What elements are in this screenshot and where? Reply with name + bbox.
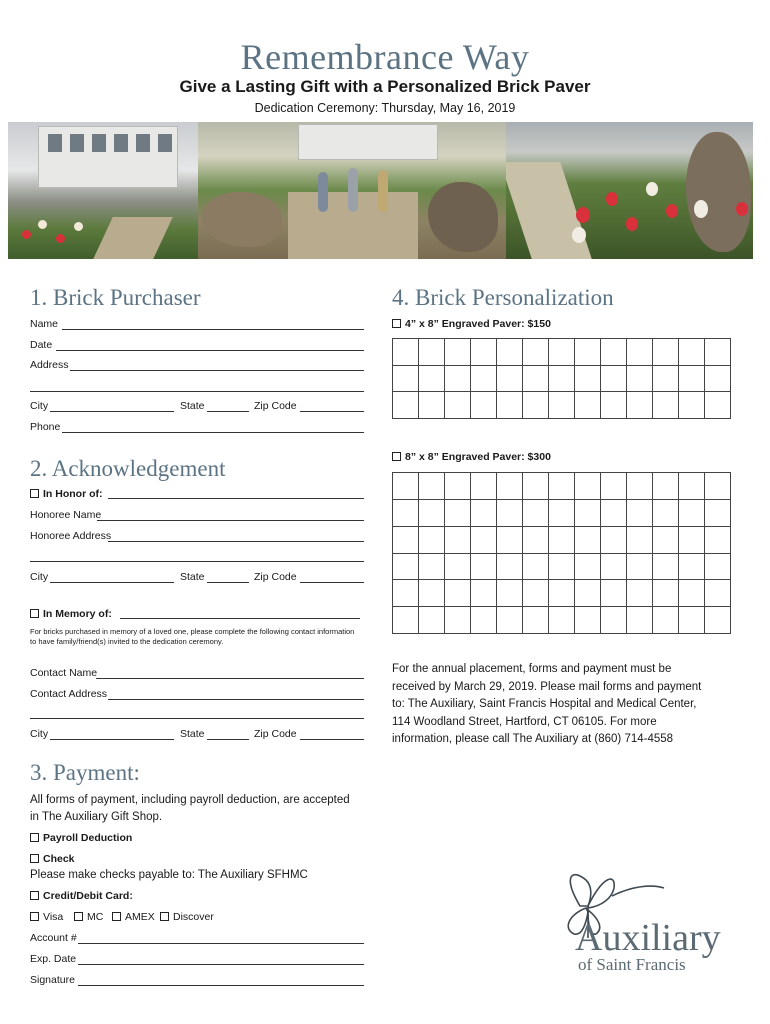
letter-box[interactable] (575, 500, 601, 527)
letter-box[interactable] (575, 527, 601, 554)
letter-box[interactable] (601, 500, 627, 527)
letter-box[interactable] (575, 339, 601, 366)
letter-box[interactable] (471, 527, 497, 554)
contact-name-label: Contact Name (30, 667, 98, 679)
payroll-checkbox[interactable] (30, 833, 39, 842)
in-memory-checkbox[interactable] (30, 609, 39, 618)
mailing-instructions: For the annual placement, forms and payment must be received by March 29, 2019. Please mail forms and payment to: The Auxiliary, Saint Francis Hospital and Medical Center, 114 Woodland Street, Hartford, CT 06105. For more information, please call The Auxiliary at (860) 714-4558 (392, 663, 702, 745)
letter-box[interactable] (627, 554, 653, 581)
letter-box[interactable] (575, 554, 601, 581)
letter-box[interactable] (627, 607, 653, 634)
letter-box[interactable] (627, 392, 653, 419)
exp-date-label: Exp. Date (30, 953, 77, 965)
card-option[interactable] (30, 890, 133, 902)
letter-box[interactable] (419, 554, 445, 581)
letter-box[interactable] (653, 527, 679, 554)
letter-box[interactable] (445, 473, 471, 500)
honoree-address-label: Honoree Address (30, 530, 112, 542)
mc-checkbox[interactable] (74, 912, 83, 921)
letter-box[interactable] (419, 366, 445, 393)
letter-box[interactable] (497, 500, 523, 527)
letter-box[interactable] (419, 392, 445, 419)
acknowledgement-heading: 2. Acknowledgement (30, 456, 226, 481)
letter-box[interactable] (679, 392, 705, 419)
letter-box[interactable] (679, 527, 705, 554)
amex-checkbox[interactable] (112, 912, 121, 921)
mc-label: MC (87, 911, 104, 923)
letter-box[interactable] (575, 473, 601, 500)
letter-box[interactable] (705, 580, 731, 607)
phone-field[interactable] (62, 432, 364, 433)
letter-box[interactable] (497, 527, 523, 554)
letter-box[interactable] (627, 580, 653, 607)
payment-heading: 3. Payment: (30, 760, 140, 785)
city-field[interactable] (50, 411, 174, 412)
small-paver-label: 4” x 8” Engraved Paver: $150 (405, 318, 551, 330)
letter-box[interactable] (653, 500, 679, 527)
letter-box[interactable] (653, 392, 679, 419)
letter-box[interactable] (549, 580, 575, 607)
state-field[interactable] (207, 411, 249, 412)
honoree-name-field[interactable] (97, 520, 364, 521)
address-field[interactable] (70, 370, 364, 371)
letter-box[interactable] (445, 500, 471, 527)
date-field[interactable] (56, 350, 364, 351)
page-subtitle: Give a Lasting Gift with a Personalized Brick Paver (179, 77, 591, 96)
letter-box[interactable] (679, 339, 705, 366)
check-checkbox[interactable] (30, 854, 39, 863)
letter-box[interactable] (471, 580, 497, 607)
letter-box[interactable] (549, 392, 575, 419)
small-paver-grid[interactable] (392, 338, 731, 419)
letter-box[interactable] (627, 527, 653, 554)
letter-box[interactable] (419, 473, 445, 500)
letter-box[interactable] (549, 554, 575, 581)
letter-box[interactable] (419, 527, 445, 554)
in-honor-label: In Honor of: (43, 488, 103, 500)
zip-field[interactable] (300, 411, 364, 412)
large-paver-option[interactable] (392, 451, 551, 463)
contact-city-field[interactable] (50, 739, 174, 740)
letter-box[interactable] (601, 339, 627, 366)
letter-box[interactable] (393, 366, 419, 393)
honoree-zip-field[interactable] (300, 582, 364, 583)
letter-box[interactable] (679, 580, 705, 607)
letter-box[interactable] (471, 392, 497, 419)
letter-box[interactable] (575, 580, 601, 607)
check-note: Please make checks payable to: The Auxiliary SFHMC (30, 869, 308, 881)
large-paver-grid[interactable] (392, 472, 731, 634)
letter-box[interactable] (653, 366, 679, 393)
walkway-visitors-photo (198, 122, 506, 259)
letter-box[interactable] (523, 527, 549, 554)
letter-box[interactable] (471, 366, 497, 393)
account-label: Account # (30, 932, 77, 944)
in-honor-option[interactable] (30, 488, 102, 500)
letter-box[interactable] (705, 607, 731, 634)
contact-address-label: Contact Address (30, 688, 108, 700)
honoree-address-field-line2[interactable] (30, 561, 364, 562)
letter-box[interactable] (549, 500, 575, 527)
memory-note: For bricks purchased in memory of a loved one, please complete the following contact information to have family/friend(s) invited to the dedication ceremony. (30, 627, 355, 646)
discover-checkbox[interactable] (160, 912, 169, 921)
letter-box[interactable] (653, 607, 679, 634)
letter-box[interactable] (497, 366, 523, 393)
letter-box[interactable] (471, 473, 497, 500)
letter-box[interactable] (523, 366, 549, 393)
signature-label: Signature (30, 974, 75, 986)
letter-box[interactable] (471, 500, 497, 527)
honoree-city-label: City (30, 571, 49, 583)
letter-box[interactable] (705, 366, 731, 393)
letter-box[interactable] (393, 473, 419, 500)
letter-box[interactable] (445, 554, 471, 581)
letter-box[interactable] (601, 392, 627, 419)
honoree-name-label: Honoree Name (30, 509, 102, 521)
city-label: City (30, 400, 49, 412)
letter-box[interactable] (653, 554, 679, 581)
letter-box[interactable] (445, 607, 471, 634)
visa-checkbox[interactable] (30, 912, 39, 921)
small-paver-option[interactable] (392, 318, 551, 330)
contact-city-label: City (30, 728, 49, 740)
letter-box[interactable] (705, 339, 731, 366)
payroll-label: Payroll Deduction (43, 832, 133, 844)
letter-box[interactable] (601, 554, 627, 581)
letter-box[interactable] (523, 500, 549, 527)
contact-address-field-line2[interactable] (30, 718, 364, 719)
personalization-heading: 4. Brick Personalization (392, 285, 614, 310)
hospital-building-photo (8, 122, 198, 259)
in-honor-checkbox[interactable] (30, 489, 39, 498)
letter-box[interactable] (497, 392, 523, 419)
letter-box[interactable] (679, 473, 705, 500)
contact-state-label: State (180, 728, 205, 740)
letter-box[interactable] (393, 527, 419, 554)
letter-box[interactable] (523, 473, 549, 500)
letter-box[interactable] (523, 392, 549, 419)
letter-box[interactable] (549, 339, 575, 366)
letter-box[interactable] (705, 527, 731, 554)
letter-box[interactable] (653, 473, 679, 500)
letter-box[interactable] (653, 580, 679, 607)
letter-box[interactable] (549, 527, 575, 554)
letter-box[interactable] (445, 527, 471, 554)
honoree-address-field[interactable] (108, 541, 364, 542)
contact-address-field[interactable] (108, 699, 364, 700)
ceremony-date: Dedication Ceremony: Thursday, May 16, 2019 (254, 101, 516, 115)
letter-box[interactable] (471, 554, 497, 581)
letter-box[interactable] (549, 366, 575, 393)
zip-label: Zip Code (254, 400, 297, 412)
letter-box[interactable] (471, 339, 497, 366)
card-label: Credit/Debit Card: (43, 890, 133, 902)
letter-box[interactable] (445, 392, 471, 419)
in-memory-option[interactable] (30, 608, 112, 620)
signature-field[interactable] (78, 985, 364, 986)
letter-box[interactable] (549, 607, 575, 634)
small-paver-checkbox[interactable] (392, 319, 401, 328)
visa-label: Visa (43, 911, 64, 923)
letter-box[interactable] (419, 607, 445, 634)
letter-box[interactable] (601, 607, 627, 634)
letter-box[interactable] (393, 607, 419, 634)
page-title: Remembrance Way (240, 37, 530, 77)
honoree-state-field[interactable] (207, 582, 249, 583)
letter-box[interactable] (419, 339, 445, 366)
letter-box[interactable] (393, 500, 419, 527)
photo-banner (8, 122, 753, 259)
in-honor-field[interactable] (108, 498, 364, 499)
letter-box[interactable] (549, 473, 575, 500)
exp-date-field[interactable] (78, 964, 364, 965)
state-label: State (180, 400, 205, 412)
letter-box[interactable] (497, 554, 523, 581)
letter-box[interactable] (523, 339, 549, 366)
letter-box[interactable] (601, 473, 627, 500)
honoree-state-label: State (180, 571, 205, 583)
discover-option[interactable] (160, 911, 214, 923)
contact-zip-field[interactable] (300, 739, 364, 740)
letter-box[interactable] (445, 580, 471, 607)
amex-label: AMEX (125, 911, 155, 923)
letter-box[interactable] (523, 554, 549, 581)
letter-box[interactable] (393, 554, 419, 581)
letter-box[interactable] (497, 473, 523, 500)
letter-box[interactable] (419, 500, 445, 527)
in-memory-label: In Memory of: (43, 608, 112, 620)
contact-zip-label: Zip Code (254, 728, 297, 740)
honoree-city-field[interactable] (50, 582, 174, 583)
discover-label: Discover (173, 911, 214, 923)
letter-box[interactable] (705, 392, 731, 419)
letter-box[interactable] (523, 580, 549, 607)
letter-box[interactable] (601, 366, 627, 393)
logo-wordmark: Auxiliary (575, 917, 721, 959)
large-paver-label: 8” x 8” Engraved Paver: $300 (405, 451, 551, 463)
letter-box[interactable] (471, 607, 497, 634)
letter-box[interactable] (679, 366, 705, 393)
tulip-garden-photo (506, 122, 753, 259)
letter-box[interactable] (705, 473, 731, 500)
amex-option[interactable] (112, 911, 155, 923)
letter-box[interactable] (679, 500, 705, 527)
letter-box[interactable] (575, 366, 601, 393)
contact-state-field[interactable] (207, 739, 249, 740)
address-label: Address (30, 359, 69, 371)
letter-box[interactable] (627, 366, 653, 393)
check-label: Check (43, 853, 75, 865)
contact-name-field[interactable] (96, 678, 364, 679)
letter-box[interactable] (601, 580, 627, 607)
large-paver-checkbox[interactable] (392, 452, 401, 461)
letter-box[interactable] (705, 554, 731, 581)
letter-box[interactable] (575, 392, 601, 419)
letter-box[interactable] (393, 339, 419, 366)
logo-subtitle: of Saint Francis (578, 955, 686, 974)
letter-box[interactable] (497, 339, 523, 366)
letter-box[interactable] (445, 366, 471, 393)
phone-label: Phone (30, 421, 61, 433)
address-field-line2[interactable] (30, 391, 364, 392)
date-label: Date (30, 339, 53, 351)
in-memory-field[interactable] (120, 618, 360, 619)
honoree-zip-label: Zip Code (254, 571, 297, 583)
letter-box[interactable] (523, 607, 549, 634)
letter-box[interactable] (653, 339, 679, 366)
purchaser-heading: 1. Brick Purchaser (30, 285, 201, 310)
mc-option[interactable] (74, 911, 103, 923)
name-label: Name (30, 318, 59, 330)
name-field[interactable] (62, 329, 364, 330)
letter-box[interactable] (705, 500, 731, 527)
letter-box[interactable] (679, 554, 705, 581)
letter-box[interactable] (601, 527, 627, 554)
check-option[interactable] (30, 853, 75, 865)
letter-box[interactable] (497, 607, 523, 634)
letter-box[interactable] (679, 607, 705, 634)
letter-box[interactable] (393, 392, 419, 419)
letter-box[interactable] (627, 500, 653, 527)
payroll-option[interactable] (30, 832, 132, 844)
letter-box[interactable] (393, 580, 419, 607)
letter-box[interactable] (627, 473, 653, 500)
letter-box[interactable] (419, 580, 445, 607)
payment-intro: All forms of payment, including payroll deduction, are accepted in The Auxiliary Gift Shop. (30, 794, 350, 823)
visa-option[interactable] (30, 911, 63, 923)
letter-box[interactable] (575, 607, 601, 634)
card-checkbox[interactable] (30, 891, 39, 900)
letter-box[interactable] (497, 580, 523, 607)
account-field[interactable] (78, 943, 364, 944)
letter-box[interactable] (627, 339, 653, 366)
letter-box[interactable] (445, 339, 471, 366)
